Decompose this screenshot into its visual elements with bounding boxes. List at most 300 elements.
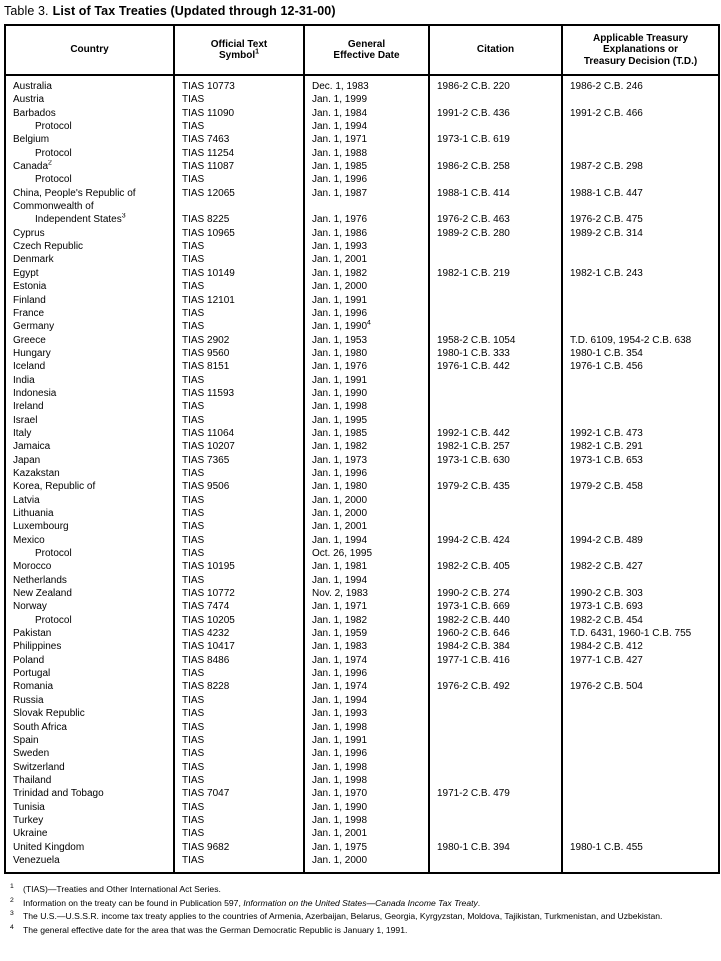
cell-effective-date: Jan. 1, 1987: [304, 187, 429, 200]
cell-treasury-explanation: [562, 280, 719, 293]
table-row: [5, 654, 719, 667]
cell-treasury-explanation: [562, 494, 719, 507]
table-row: [5, 160, 719, 173]
cell-citation: [429, 200, 562, 213]
cell-official-text-symbol: TIAS 10772: [174, 587, 304, 600]
cell-citation: 1990-2 C.B. 274: [429, 587, 562, 600]
cell-citation: [429, 667, 562, 680]
cell-effective-date: Jan. 1, 1991: [304, 374, 429, 387]
cell-treasury-explanation: 1973-1 C.B. 693: [570, 601, 643, 613]
cell-country: Mexico: [5, 534, 174, 547]
cell-official-text-symbol: TIAS: [174, 534, 304, 547]
cell-country: China, People's Republic of: [5, 187, 174, 200]
cell-treasury-explanation: 1984-2 C.B. 412: [570, 641, 643, 653]
cell-country: France: [5, 307, 174, 320]
cell-country: Protocol: [5, 614, 174, 627]
cell-effective-date: Jan. 1, 1975: [304, 841, 429, 854]
cell-effective-date: Jan. 1, 1988: [304, 147, 429, 160]
cell-effective-date: Nov. 2, 1983: [304, 587, 429, 600]
table-row: [5, 520, 719, 533]
cell-official-text-symbol: TIAS: [174, 827, 304, 840]
footnote-text: Information on the treaty can be found in Publication 597, Information on the United States—Canada Income Tax Treaty.: [23, 897, 481, 908]
cell-treasury-explanation: [562, 240, 719, 253]
cell-official-text-symbol: TIAS 8228: [174, 680, 304, 693]
table-row: [5, 213, 719, 226]
cell-treasury-explanation: [562, 520, 719, 533]
cell-treasury-explanation: [562, 387, 719, 400]
cell-official-text-symbol: TIAS: [174, 173, 304, 186]
cell-official-text-symbol: TIAS: [174, 400, 304, 413]
cell-country: Protocol: [5, 173, 174, 186]
cell-effective-date: Jan. 1, 1999: [304, 93, 429, 106]
table-row: [5, 614, 719, 627]
cell-official-text-symbol: TIAS 8225: [174, 213, 304, 226]
cell-citation: 1986-2 C.B. 258: [429, 160, 562, 173]
cell-citation: 1976-2 C.B. 463: [429, 213, 562, 226]
cell-official-text-symbol: TIAS: [174, 761, 304, 774]
footnote-marker: 4: [10, 923, 14, 931]
table-row: [5, 387, 719, 400]
column-header: Country: [5, 25, 174, 75]
table-row: [5, 267, 719, 280]
cell-official-text-symbol: TIAS: [174, 467, 304, 480]
cell-citation: 1982-1 C.B. 257: [429, 440, 562, 453]
cell-treasury-explanation: [562, 761, 719, 774]
cell-effective-date: Jan. 1, 2000: [304, 280, 429, 293]
cell-official-text-symbol: TIAS 11254: [174, 147, 304, 160]
table-row: [5, 774, 719, 787]
cell-country: India: [5, 374, 174, 387]
cell-treasury-explanation: [562, 320, 719, 333]
cell-official-text-symbol: TIAS: [174, 547, 304, 560]
cell-country: Turkey: [5, 814, 174, 827]
footnote-text: The U.S.—U.S.S.R. income tax treaty applies to the countries of Armenia, Azerbaijan, Belarus, Georgia, Kyrgyzstan, Moldova, Tajikistan, Turkmenistan, and Uzbekistan.: [23, 911, 663, 922]
cell-citation: 1973-1 C.B. 630: [429, 454, 562, 467]
table-row: [5, 240, 719, 253]
cell-official-text-symbol: TIAS 10773: [174, 75, 304, 93]
cell-citation: [429, 574, 562, 587]
table-row: [5, 747, 719, 760]
table-row: [5, 280, 719, 293]
cell-country: Japan: [5, 454, 174, 467]
cell-citation: 1980-1 C.B. 333: [429, 347, 562, 360]
table-row: [5, 827, 719, 840]
cell-effective-date: Jan. 1, 2000: [304, 854, 429, 873]
cell-country: Luxembourg: [5, 520, 174, 533]
cell-official-text-symbol: TIAS: [174, 667, 304, 680]
cell-country: Iceland: [5, 360, 174, 373]
cell-effective-date: Jan. 1, 1990: [304, 387, 429, 400]
cell-treasury-explanation: 1976-2 C.B. 475: [570, 214, 643, 226]
cell-official-text-symbol: TIAS 10195: [174, 560, 304, 573]
cell-citation: 1986-2 C.B. 220: [429, 75, 562, 93]
cell-effective-date: Jan. 1, 1980: [304, 480, 429, 493]
cell-citation: 1973-1 C.B. 619: [429, 133, 562, 146]
cell-treasury-explanation: [562, 200, 719, 213]
table-row: [5, 560, 719, 573]
cell-country: Protocol: [5, 147, 174, 160]
cell-effective-date: Jan. 1, 1994: [304, 574, 429, 587]
cell-citation: [429, 147, 562, 160]
cell-treasury-explanation: [562, 400, 719, 413]
column-header: Official Text Symbol$^1$: [174, 25, 304, 75]
cell-citation: 1958-2 C.B. 1054: [429, 334, 562, 347]
cell-official-text-symbol: TIAS: [174, 801, 304, 814]
cell-country: Protocol: [5, 120, 174, 133]
cell-citation: [429, 280, 562, 293]
cell-official-text-symbol: TIAS 11087: [174, 160, 304, 173]
cell-treasury-explanation: [562, 307, 719, 320]
cell-treasury-explanation: 1994-2 C.B. 489: [570, 534, 643, 546]
table-row: [5, 120, 719, 133]
table-row: [5, 454, 719, 467]
column-header: General Effective Date: [304, 25, 429, 75]
cell-citation: [429, 307, 562, 320]
cell-country: Finland: [5, 294, 174, 307]
cell-citation: 1994-2 C.B. 424: [429, 534, 562, 547]
cell-effective-date: Jan. 1, 1970: [304, 787, 429, 800]
cell-country: Switzerland: [5, 761, 174, 774]
cell-official-text-symbol: TIAS 9506: [174, 480, 304, 493]
cell-effective-date: Jan. 1, 1994: [304, 534, 429, 547]
cell-official-text-symbol: TIAS 7474: [174, 600, 304, 613]
cell-treasury-explanation: [562, 547, 719, 560]
table-row: [5, 75, 719, 93]
cell-effective-date: Jan. 1, 1985: [304, 160, 429, 173]
cell-official-text-symbol: TIAS: [174, 280, 304, 293]
cell-citation: 1982-1 C.B. 219: [429, 267, 562, 280]
table-row: [5, 107, 719, 120]
footnote-marker: 1: [10, 883, 14, 891]
table-row: [5, 494, 719, 507]
cell-citation: [429, 387, 562, 400]
table-row: [5, 360, 719, 373]
cell-treasury-explanation: [562, 120, 719, 133]
footnote: [8, 924, 719, 937]
cell-effective-date: Jan. 1, 1996: [304, 667, 429, 680]
cell-effective-date: Jan. 1, 1998: [304, 761, 429, 774]
cell-effective-date: Jan. 1, 1998: [304, 721, 429, 734]
cell-treasury-explanation: [562, 854, 719, 873]
table-row: [5, 400, 719, 413]
table-row: [5, 640, 719, 653]
cell-treasury-explanation: 1986-2 C.B. 246: [570, 81, 643, 92]
cell-country: Thailand: [5, 774, 174, 787]
cell-effective-date: Jan. 1, 1984: [304, 107, 429, 120]
cell-country: Greece: [5, 334, 174, 347]
cell-country: Belgium: [5, 133, 174, 146]
cell-citation: 1991-2 C.B. 436: [429, 107, 562, 120]
treaty-table: [4, 24, 720, 874]
cell-citation: 1988-1 C.B. 414: [429, 187, 562, 200]
table-row: [5, 854, 719, 873]
cell-treasury-explanation: [562, 707, 719, 720]
cell-citation: 1982-2 C.B. 405: [429, 560, 562, 573]
cell-citation: [429, 707, 562, 720]
cell-treasury-explanation: [562, 734, 719, 747]
footnote-text: (TIAS)—Treaties and Other International Act Series.: [23, 884, 221, 895]
cell-effective-date: Jan. 1, 1995: [304, 414, 429, 427]
cell-effective-date: Jan. 1, 1983: [304, 640, 429, 653]
footnote-reference: 3: [121, 213, 126, 221]
cell-official-text-symbol: TIAS 10149: [174, 267, 304, 280]
cell-effective-date: Jan. 1, 1993: [304, 240, 429, 253]
cell-effective-date: Jan. 1, 1998: [304, 400, 429, 413]
table-title-prefix: Table 3.: [4, 4, 49, 18]
table-row: [5, 787, 719, 800]
table-row: [5, 173, 719, 186]
cell-official-text-symbol: TIAS 8151: [174, 360, 304, 373]
cell-treasury-explanation: 1979-2 C.B. 458: [570, 481, 643, 493]
cell-citation: [429, 253, 562, 266]
cell-effective-date: Jan. 1, 2001: [304, 520, 429, 533]
cell-country: Estonia: [5, 280, 174, 293]
cell-treasury-explanation: [562, 507, 719, 520]
cell-treasury-explanation: [562, 294, 719, 307]
cell-treasury-explanation: 1982-2 C.B. 454: [570, 614, 643, 626]
cell-treasury-explanation: [562, 374, 719, 387]
cell-country: Trinidad and Tobago: [5, 787, 174, 800]
cell-effective-date: Jan. 1, 1994: [304, 120, 429, 133]
cell-treasury-explanation: 1992-1 C.B. 473: [570, 427, 643, 439]
table-row: [5, 427, 719, 440]
cell-country: Israel: [5, 414, 174, 427]
cell-country: Morocco: [5, 560, 174, 573]
cell-effective-date: Jan. 1, 1959: [304, 627, 429, 640]
table-row: [5, 200, 719, 213]
cell-official-text-symbol: TIAS 12065: [174, 187, 304, 200]
cell-citation: 1992-1 C.B. 442: [429, 427, 562, 440]
cell-effective-date: Jan. 1, 1976: [304, 213, 429, 226]
cell-country: Germany: [5, 320, 174, 333]
cell-citation: [429, 761, 562, 774]
cell-effective-date: Jan. 1, 1990$^4$: [304, 320, 429, 333]
cell-country: Commonwealth of: [5, 200, 174, 213]
cell-effective-date: Jan. 1, 1996: [304, 173, 429, 186]
cell-citation: [429, 774, 562, 787]
cell-treasury-explanation: 1977-1 C.B. 427: [570, 654, 643, 666]
column-header: Applicable Treasury Explanations or Treasury Decision (T.D.): [562, 25, 719, 75]
cell-official-text-symbol: TIAS 11090: [174, 107, 304, 120]
cell-treasury-explanation: [562, 774, 719, 787]
cell-treasury-explanation: 1982-2 C.B. 427: [570, 561, 643, 573]
cell-citation: [429, 814, 562, 827]
cell-country: Barbados: [5, 107, 174, 120]
cell-official-text-symbol: TIAS: [174, 240, 304, 253]
cell-effective-date: Jan. 1, 2000: [304, 494, 429, 507]
cell-effective-date: Jan. 1, 2000: [304, 507, 429, 520]
cell-citation: [429, 520, 562, 533]
cell-citation: 1979-2 C.B. 435: [429, 480, 562, 493]
cell-citation: [429, 414, 562, 427]
cell-treasury-explanation: 1991-2 C.B. 466: [570, 107, 643, 119]
cell-citation: 1971-2 C.B. 479: [429, 787, 562, 800]
footnote-marker: 3: [10, 910, 14, 918]
cell-country: Norway: [5, 600, 174, 613]
cell-official-text-symbol: TIAS 10207: [174, 440, 304, 453]
cell-citation: [429, 694, 562, 707]
cell-effective-date: Jan. 1, 1976: [304, 360, 429, 373]
cell-official-text-symbol: TIAS: [174, 320, 304, 333]
cell-effective-date: Jan. 1, 1996: [304, 747, 429, 760]
cell-country: Austria: [5, 93, 174, 106]
cell-citation: [429, 721, 562, 734]
table-title-main: List of Tax Treaties (Updated through 12-31-00): [52, 4, 336, 18]
cell-official-text-symbol: [174, 200, 304, 213]
table-row: [5, 507, 719, 520]
cell-treasury-explanation: [562, 827, 719, 840]
table-row: [5, 414, 719, 427]
cell-citation: 1989-2 C.B. 280: [429, 227, 562, 240]
cell-official-text-symbol: TIAS: [174, 734, 304, 747]
cell-official-text-symbol: TIAS: [174, 520, 304, 533]
cell-effective-date: Jan. 1, 1993: [304, 707, 429, 720]
header-row: [5, 25, 719, 75]
cell-official-text-symbol: TIAS 7365: [174, 454, 304, 467]
table-row: [5, 694, 719, 707]
table-row: [5, 187, 719, 200]
cell-official-text-symbol: TIAS: [174, 494, 304, 507]
footnote-reference: 2: [48, 160, 52, 167]
table-row: [5, 93, 719, 106]
cell-effective-date: Jan. 1, 1974: [304, 680, 429, 693]
footnote-marker: 2: [10, 896, 14, 904]
table-row: [5, 680, 719, 693]
cell-country: Portugal: [5, 667, 174, 680]
cell-citation: [429, 827, 562, 840]
cell-country: Cyprus: [5, 227, 174, 240]
cell-effective-date: Jan. 1, 1998: [304, 814, 429, 827]
cell-official-text-symbol: TIAS: [174, 814, 304, 827]
cell-citation: [429, 734, 562, 747]
cell-country: Pakistan: [5, 627, 174, 640]
cell-official-text-symbol: TIAS 11064: [174, 427, 304, 440]
cell-treasury-explanation: [562, 787, 719, 800]
cell-citation: [429, 374, 562, 387]
table-row: [5, 734, 719, 747]
cell-country: Hungary: [5, 347, 174, 360]
cell-treasury-explanation: [562, 414, 719, 427]
cell-effective-date: Jan. 1, 1982: [304, 267, 429, 280]
cell-citation: [429, 547, 562, 560]
cell-effective-date: Jan. 1, 1998: [304, 774, 429, 787]
cell-effective-date: Jan. 1, 2001: [304, 827, 429, 840]
cell-official-text-symbol: TIAS 4232: [174, 627, 304, 640]
cell-effective-date: Jan. 1, 1974: [304, 654, 429, 667]
cell-country: Canada$^2$: [5, 160, 174, 173]
cell-country: Netherlands: [5, 574, 174, 587]
table-row: [5, 574, 719, 587]
table-title: [4, 4, 719, 18]
cell-citation: [429, 120, 562, 133]
cell-effective-date: Oct. 26, 1995: [304, 547, 429, 560]
table-row: [5, 374, 719, 387]
cell-treasury-explanation: 1982-1 C.B. 243: [570, 267, 643, 279]
table-row: [5, 814, 719, 827]
cell-country: Lithuania: [5, 507, 174, 520]
cell-official-text-symbol: TIAS: [174, 574, 304, 587]
cell-official-text-symbol: TIAS: [174, 507, 304, 520]
cell-effective-date: Jan. 1, 1986: [304, 227, 429, 240]
cell-official-text-symbol: TIAS: [174, 707, 304, 720]
cell-country: Czech Republic: [5, 240, 174, 253]
table-row: [5, 133, 719, 146]
cell-treasury-explanation: [562, 814, 719, 827]
cell-official-text-symbol: TIAS: [174, 774, 304, 787]
cell-citation: 1973-1 C.B. 669: [429, 600, 562, 613]
table-row: [5, 587, 719, 600]
cell-treasury-explanation: [562, 801, 719, 814]
cell-citation: 1977-1 C.B. 416: [429, 654, 562, 667]
cell-treasury-explanation: 1973-1 C.B. 653: [570, 454, 643, 466]
cell-country: United Kingdom: [5, 841, 174, 854]
table-row: [5, 227, 719, 240]
treaty-table-body: [5, 75, 719, 873]
cell-effective-date: Jan. 1, 1980: [304, 347, 429, 360]
cell-country: Egypt: [5, 267, 174, 280]
cell-treasury-explanation: [562, 694, 719, 707]
cell-treasury-explanation: 1987-2 C.B. 298: [570, 161, 643, 173]
table-row: [5, 334, 719, 347]
cell-effective-date: Jan. 1, 1990: [304, 801, 429, 814]
cell-citation: [429, 854, 562, 873]
cell-country: Slovak Republic: [5, 707, 174, 720]
cell-citation: [429, 400, 562, 413]
table-row: [5, 147, 719, 160]
cell-citation: 1976-1 C.B. 442: [429, 360, 562, 373]
footnote-text: The general effective date for the area that was the German Democratic Republic is January 1, 1991.: [23, 924, 408, 935]
cell-citation: 1984-2 C.B. 384: [429, 640, 562, 653]
cell-effective-date: Jan. 1, 1973: [304, 454, 429, 467]
cell-citation: [429, 240, 562, 253]
cell-country: Independent States$^3$: [5, 213, 174, 226]
cell-treasury-explanation: [562, 467, 719, 480]
cell-official-text-symbol: TIAS: [174, 721, 304, 734]
footnote: [8, 883, 719, 896]
cell-treasury-explanation: 1976-1 C.B. 456: [570, 361, 643, 373]
cell-country: Tunisia: [5, 801, 174, 814]
cell-official-text-symbol: TIAS 9682: [174, 841, 304, 854]
cell-citation: [429, 494, 562, 507]
cell-country: Romania: [5, 680, 174, 693]
cell-country: Protocol: [5, 547, 174, 560]
table-row: [5, 801, 719, 814]
cell-effective-date: Jan. 1, 1982: [304, 440, 429, 453]
cell-country: Latvia: [5, 494, 174, 507]
cell-treasury-explanation: 1980-1 C.B. 354: [570, 347, 643, 359]
table-row: [5, 440, 719, 453]
cell-country: Denmark: [5, 253, 174, 266]
cell-treasury-explanation: [562, 574, 719, 587]
cell-official-text-symbol: TIAS 10965: [174, 227, 304, 240]
table-row: [5, 480, 719, 493]
footnotes: [8, 883, 719, 936]
cell-effective-date: Jan. 1, 1982: [304, 614, 429, 627]
cell-country: Ukraine: [5, 827, 174, 840]
cell-official-text-symbol: TIAS 7463: [174, 133, 304, 146]
cell-treasury-explanation: [562, 93, 719, 106]
table-row: [5, 841, 719, 854]
cell-country: Jamaica: [5, 440, 174, 453]
table-row: [5, 347, 719, 360]
cell-citation: [429, 747, 562, 760]
cell-effective-date: Dec. 1, 1983: [304, 75, 429, 93]
cell-official-text-symbol: TIAS 9560: [174, 347, 304, 360]
footnote-reference: 4: [367, 320, 371, 327]
cell-effective-date: Jan. 1, 1991: [304, 734, 429, 747]
cell-country: Australia: [5, 75, 174, 93]
column-header: Citation: [429, 25, 562, 75]
